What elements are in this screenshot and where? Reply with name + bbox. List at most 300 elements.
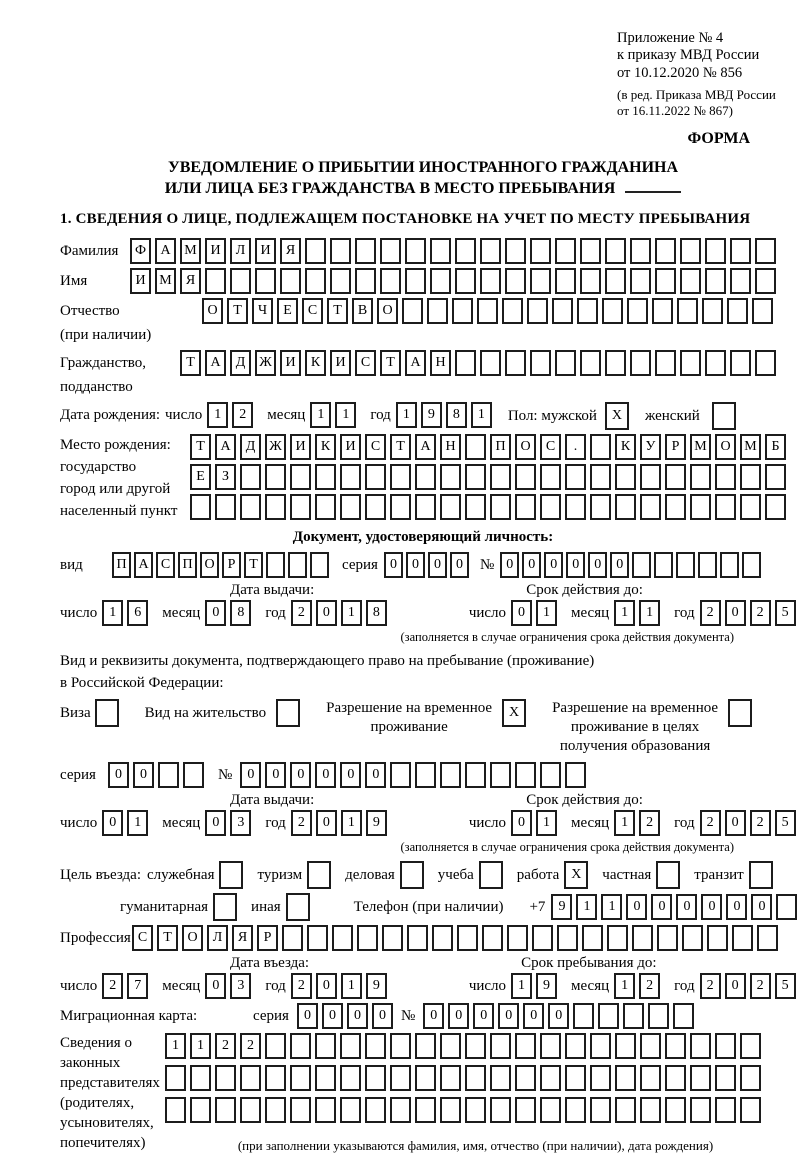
- char-cell[interactable]: [598, 1003, 619, 1029]
- char-cell[interactable]: [479, 861, 503, 889]
- entry-date-input[interactable]: [60, 973, 391, 999]
- char-cell[interactable]: [265, 1033, 286, 1059]
- char-cell[interactable]: [540, 762, 561, 788]
- char-cell[interactable]: 0: [548, 1003, 569, 1029]
- char-cell[interactable]: [265, 1097, 286, 1123]
- char-cell[interactable]: 0: [205, 810, 226, 836]
- char-cell[interactable]: [590, 1097, 611, 1123]
- char-cell[interactable]: [652, 298, 673, 324]
- citizenship-input[interactable]: [180, 350, 780, 376]
- char-cell[interactable]: [682, 925, 703, 951]
- char-cell[interactable]: [630, 238, 651, 264]
- char-cell[interactable]: Т: [380, 350, 401, 376]
- purpose-tourism-checkbox[interactable]: [307, 861, 335, 889]
- char-cell[interactable]: [380, 268, 401, 294]
- char-cell[interactable]: [640, 1065, 661, 1091]
- char-cell[interactable]: [205, 268, 226, 294]
- char-cell[interactable]: [305, 238, 326, 264]
- char-cell[interactable]: [340, 464, 361, 490]
- char-cell[interactable]: 9: [551, 894, 572, 920]
- char-cell[interactable]: [657, 925, 678, 951]
- residence-doc-issue-date-input[interactable]: [60, 810, 391, 836]
- char-cell[interactable]: [215, 494, 236, 520]
- char-cell[interactable]: [330, 238, 351, 264]
- char-cell[interactable]: [430, 238, 451, 264]
- char-cell[interactable]: [402, 298, 423, 324]
- purpose-other-checkbox[interactable]: [286, 893, 314, 921]
- char-cell[interactable]: Л: [207, 925, 228, 951]
- char-cell[interactable]: [677, 298, 698, 324]
- char-cell[interactable]: [240, 494, 261, 520]
- char-cell[interactable]: 1: [614, 810, 635, 836]
- char-cell[interactable]: [727, 298, 748, 324]
- char-cell[interactable]: Р: [257, 925, 278, 951]
- char-cell[interactable]: [755, 238, 776, 264]
- char-cell[interactable]: [315, 494, 336, 520]
- char-cell[interactable]: .: [565, 434, 586, 460]
- patronymic-input[interactable]: [202, 298, 777, 324]
- char-cell[interactable]: 0: [588, 552, 607, 578]
- char-cell[interactable]: 2: [232, 402, 253, 428]
- char-cell[interactable]: [627, 298, 648, 324]
- identity-doc-expiry-date-input[interactable]: [469, 600, 800, 626]
- char-cell[interactable]: 0: [544, 552, 563, 578]
- char-cell[interactable]: [515, 1065, 536, 1091]
- char-cell[interactable]: [355, 238, 376, 264]
- char-cell[interactable]: [665, 1097, 686, 1123]
- char-cell[interactable]: [690, 464, 711, 490]
- char-cell[interactable]: [305, 268, 326, 294]
- char-cell[interactable]: [190, 1097, 211, 1123]
- char-cell[interactable]: [382, 925, 403, 951]
- char-cell[interactable]: В: [352, 298, 373, 324]
- char-cell[interactable]: [282, 925, 303, 951]
- char-cell[interactable]: С: [302, 298, 323, 324]
- year-cells[interactable]: [396, 402, 496, 428]
- purpose-work-checkbox[interactable]: [564, 861, 592, 889]
- char-cell[interactable]: [615, 1033, 636, 1059]
- char-cell[interactable]: [615, 1065, 636, 1091]
- char-cell[interactable]: [190, 1065, 211, 1091]
- char-cell[interactable]: [365, 1097, 386, 1123]
- char-cell[interactable]: [380, 238, 401, 264]
- firstname-input[interactable]: [130, 268, 780, 294]
- char-cell[interactable]: [452, 298, 473, 324]
- char-cell[interactable]: [615, 1097, 636, 1123]
- char-cell[interactable]: 0: [205, 973, 226, 999]
- char-cell[interactable]: [507, 925, 528, 951]
- char-cell[interactable]: [698, 552, 717, 578]
- char-cell[interactable]: 2: [750, 810, 771, 836]
- char-cell[interactable]: 1: [127, 810, 148, 836]
- char-cell[interactable]: А: [405, 350, 426, 376]
- char-cell[interactable]: Р: [222, 552, 241, 578]
- char-cell[interactable]: [440, 1033, 461, 1059]
- char-cell[interactable]: 1: [102, 600, 123, 626]
- char-cell[interactable]: 0: [751, 894, 772, 920]
- char-cell[interactable]: 0: [315, 762, 336, 788]
- char-cell[interactable]: [255, 268, 276, 294]
- char-cell[interactable]: 0: [676, 894, 697, 920]
- migration-card-series-input[interactable]: [297, 1003, 397, 1029]
- char-cell[interactable]: [307, 861, 331, 889]
- char-cell[interactable]: 2: [291, 973, 312, 999]
- char-cell[interactable]: [340, 1097, 361, 1123]
- char-cell[interactable]: 2: [240, 1033, 261, 1059]
- char-cell[interactable]: [632, 552, 651, 578]
- char-cell[interactable]: [365, 494, 386, 520]
- char-cell[interactable]: А: [155, 238, 176, 264]
- char-cell[interactable]: С: [365, 434, 386, 460]
- char-cell[interactable]: 0: [316, 810, 337, 836]
- char-cell[interactable]: [219, 861, 243, 889]
- char-cell[interactable]: 6: [127, 600, 148, 626]
- char-cell[interactable]: [557, 925, 578, 951]
- char-cell[interactable]: [615, 464, 636, 490]
- representatives-row-1[interactable]: [165, 1033, 765, 1059]
- char-cell[interactable]: [540, 1065, 561, 1091]
- char-cell[interactable]: [765, 464, 786, 490]
- char-cell[interactable]: [405, 238, 426, 264]
- char-cell[interactable]: 0: [610, 552, 629, 578]
- char-cell[interactable]: Б: [765, 434, 786, 460]
- char-cell[interactable]: Ж: [265, 434, 286, 460]
- char-cell[interactable]: 9: [366, 810, 387, 836]
- char-cell[interactable]: [715, 1065, 736, 1091]
- char-cell[interactable]: [580, 350, 601, 376]
- char-cell[interactable]: Я: [280, 238, 301, 264]
- char-cell[interactable]: [632, 925, 653, 951]
- char-cell[interactable]: [490, 494, 511, 520]
- char-cell[interactable]: [355, 268, 376, 294]
- char-cell[interactable]: А: [215, 434, 236, 460]
- char-cell[interactable]: 8: [446, 402, 467, 428]
- char-cell[interactable]: [230, 268, 251, 294]
- char-cell[interactable]: 9: [421, 402, 442, 428]
- char-cell[interactable]: X: [564, 861, 588, 889]
- residence-doc-series-input[interactable]: [108, 762, 208, 788]
- char-cell[interactable]: [427, 298, 448, 324]
- char-cell[interactable]: 0: [265, 762, 286, 788]
- char-cell[interactable]: [505, 350, 526, 376]
- char-cell[interactable]: [290, 1065, 311, 1091]
- year-cells[interactable]: [291, 600, 391, 626]
- profession-input[interactable]: [132, 925, 782, 951]
- char-cell[interactable]: 2: [750, 973, 771, 999]
- char-cell[interactable]: [740, 464, 761, 490]
- char-cell[interactable]: [505, 268, 526, 294]
- purpose-study-checkbox[interactable]: [479, 861, 507, 889]
- char-cell[interactable]: Т: [244, 552, 263, 578]
- char-cell[interactable]: [630, 268, 651, 294]
- char-cell[interactable]: 0: [428, 552, 447, 578]
- day-cells[interactable]: [511, 600, 561, 626]
- char-cell[interactable]: [390, 1033, 411, 1059]
- char-cell[interactable]: Д: [240, 434, 261, 460]
- char-cell[interactable]: С: [540, 434, 561, 460]
- char-cell[interactable]: [432, 925, 453, 951]
- char-cell[interactable]: 0: [297, 1003, 318, 1029]
- char-cell[interactable]: [482, 925, 503, 951]
- char-cell[interactable]: 1: [511, 973, 532, 999]
- char-cell[interactable]: Т: [227, 298, 248, 324]
- char-cell[interactable]: 0: [448, 1003, 469, 1029]
- char-cell[interactable]: [240, 1097, 261, 1123]
- char-cell[interactable]: [365, 1033, 386, 1059]
- month-cells[interactable]: [205, 600, 255, 626]
- char-cell[interactable]: И: [255, 238, 276, 264]
- char-cell[interactable]: Т: [157, 925, 178, 951]
- char-cell[interactable]: 0: [651, 894, 672, 920]
- char-cell[interactable]: [590, 1033, 611, 1059]
- char-cell[interactable]: М: [690, 434, 711, 460]
- surname-input[interactable]: [130, 238, 780, 264]
- char-cell[interactable]: 0: [701, 894, 722, 920]
- char-cell[interactable]: [240, 1065, 261, 1091]
- char-cell[interactable]: [532, 925, 553, 951]
- char-cell[interactable]: [742, 552, 761, 578]
- char-cell[interactable]: [590, 1065, 611, 1091]
- char-cell[interactable]: [505, 238, 526, 264]
- day-cells[interactable]: [102, 810, 152, 836]
- char-cell[interactable]: 0: [725, 810, 746, 836]
- char-cell[interactable]: К: [615, 434, 636, 460]
- char-cell[interactable]: М: [155, 268, 176, 294]
- char-cell[interactable]: [680, 268, 701, 294]
- char-cell[interactable]: 2: [102, 973, 123, 999]
- birth-date-input[interactable]: [165, 402, 496, 428]
- char-cell[interactable]: X: [502, 699, 526, 727]
- char-cell[interactable]: 0: [322, 1003, 343, 1029]
- char-cell[interactable]: А: [134, 552, 153, 578]
- char-cell[interactable]: [430, 268, 451, 294]
- char-cell[interactable]: М: [180, 238, 201, 264]
- char-cell[interactable]: С: [156, 552, 175, 578]
- char-cell[interactable]: 1: [310, 402, 331, 428]
- char-cell[interactable]: С: [355, 350, 376, 376]
- char-cell[interactable]: [390, 494, 411, 520]
- char-cell[interactable]: [565, 1065, 586, 1091]
- migration-card-number-input[interactable]: [423, 1003, 698, 1029]
- char-cell[interactable]: 0: [365, 762, 386, 788]
- birth-place-row-2[interactable]: [190, 464, 790, 490]
- char-cell[interactable]: [455, 350, 476, 376]
- purpose-humanitarian-checkbox[interactable]: [213, 893, 241, 921]
- char-cell[interactable]: [740, 1065, 761, 1091]
- char-cell[interactable]: [655, 350, 676, 376]
- char-cell[interactable]: [615, 494, 636, 520]
- char-cell[interactable]: [540, 1097, 561, 1123]
- char-cell[interactable]: 0: [511, 810, 532, 836]
- char-cell[interactable]: 2: [291, 600, 312, 626]
- char-cell[interactable]: [280, 268, 301, 294]
- purpose-business-checkbox[interactable]: [400, 861, 428, 889]
- char-cell[interactable]: 5: [775, 973, 796, 999]
- char-cell[interactable]: [602, 298, 623, 324]
- char-cell[interactable]: [183, 762, 204, 788]
- char-cell[interactable]: 0: [522, 552, 541, 578]
- char-cell[interactable]: [490, 1033, 511, 1059]
- char-cell[interactable]: [590, 464, 611, 490]
- char-cell[interactable]: [490, 464, 511, 490]
- char-cell[interactable]: 2: [750, 600, 771, 626]
- char-cell[interactable]: Е: [190, 464, 211, 490]
- char-cell[interactable]: 3: [230, 973, 251, 999]
- char-cell[interactable]: О: [202, 298, 223, 324]
- char-cell[interactable]: [490, 762, 511, 788]
- char-cell[interactable]: О: [377, 298, 398, 324]
- char-cell[interactable]: [740, 1033, 761, 1059]
- char-cell[interactable]: 0: [498, 1003, 519, 1029]
- rvp-edu-checkbox[interactable]: [728, 699, 756, 727]
- char-cell[interactable]: [365, 464, 386, 490]
- char-cell[interactable]: [690, 1065, 711, 1091]
- char-cell[interactable]: 1: [165, 1033, 186, 1059]
- char-cell[interactable]: [515, 464, 536, 490]
- char-cell[interactable]: 1: [614, 600, 635, 626]
- char-cell[interactable]: [715, 1097, 736, 1123]
- char-cell[interactable]: [95, 699, 119, 727]
- month-cells[interactable]: [614, 973, 664, 999]
- char-cell[interactable]: Т: [180, 350, 201, 376]
- char-cell[interactable]: [655, 238, 676, 264]
- birth-place-row-1[interactable]: [190, 434, 790, 460]
- char-cell[interactable]: [330, 268, 351, 294]
- identity-doc-series-input[interactable]: [384, 552, 472, 578]
- char-cell[interactable]: Ж: [255, 350, 276, 376]
- char-cell[interactable]: 1: [341, 810, 362, 836]
- char-cell[interactable]: 9: [366, 973, 387, 999]
- char-cell[interactable]: [740, 1097, 761, 1123]
- year-cells[interactable]: [700, 810, 800, 836]
- char-cell[interactable]: М: [740, 434, 761, 460]
- char-cell[interactable]: [730, 238, 751, 264]
- visa-checkbox[interactable]: [95, 699, 123, 727]
- char-cell[interactable]: 1: [601, 894, 622, 920]
- char-cell[interactable]: [465, 434, 486, 460]
- char-cell[interactable]: [573, 1003, 594, 1029]
- char-cell[interactable]: 0: [102, 810, 123, 836]
- char-cell[interactable]: [440, 494, 461, 520]
- char-cell[interactable]: [265, 1065, 286, 1091]
- sex-female-checkbox[interactable]: [712, 402, 740, 430]
- char-cell[interactable]: [580, 268, 601, 294]
- char-cell[interactable]: 0: [316, 973, 337, 999]
- char-cell[interactable]: [665, 494, 686, 520]
- char-cell[interactable]: [540, 464, 561, 490]
- char-cell[interactable]: [515, 762, 536, 788]
- char-cell[interactable]: [705, 238, 726, 264]
- char-cell[interactable]: [215, 1097, 236, 1123]
- char-cell[interactable]: [276, 699, 300, 727]
- char-cell[interactable]: О: [715, 434, 736, 460]
- char-cell[interactable]: [715, 464, 736, 490]
- char-cell[interactable]: 9: [536, 973, 557, 999]
- char-cell[interactable]: П: [490, 434, 511, 460]
- char-cell[interactable]: И: [280, 350, 301, 376]
- char-cell[interactable]: [565, 494, 586, 520]
- char-cell[interactable]: [705, 350, 726, 376]
- char-cell[interactable]: [765, 494, 786, 520]
- char-cell[interactable]: [705, 268, 726, 294]
- month-cells[interactable]: [205, 810, 255, 836]
- char-cell[interactable]: [265, 494, 286, 520]
- char-cell[interactable]: Т: [327, 298, 348, 324]
- char-cell[interactable]: 0: [500, 552, 519, 578]
- char-cell[interactable]: 0: [566, 552, 585, 578]
- rvp-checkbox[interactable]: [502, 699, 530, 727]
- char-cell[interactable]: [752, 298, 773, 324]
- char-cell[interactable]: [340, 494, 361, 520]
- char-cell[interactable]: [590, 434, 611, 460]
- char-cell[interactable]: 0: [347, 1003, 368, 1029]
- char-cell[interactable]: [515, 1097, 536, 1123]
- char-cell[interactable]: 2: [639, 973, 660, 999]
- char-cell[interactable]: 1: [341, 973, 362, 999]
- char-cell[interactable]: [315, 1097, 336, 1123]
- year-cells[interactable]: [700, 600, 800, 626]
- char-cell[interactable]: [565, 1097, 586, 1123]
- char-cell[interactable]: У: [640, 434, 661, 460]
- char-cell[interactable]: 0: [473, 1003, 494, 1029]
- day-cells[interactable]: [511, 973, 561, 999]
- purpose-private-checkbox[interactable]: [656, 861, 684, 889]
- char-cell[interactable]: [440, 464, 461, 490]
- char-cell[interactable]: [490, 1097, 511, 1123]
- char-cell[interactable]: 1: [471, 402, 492, 428]
- char-cell[interactable]: [365, 1065, 386, 1091]
- char-cell[interactable]: 2: [639, 810, 660, 836]
- char-cell[interactable]: [288, 552, 307, 578]
- char-cell[interactable]: З: [215, 464, 236, 490]
- char-cell[interactable]: [400, 861, 424, 889]
- char-cell[interactable]: [405, 268, 426, 294]
- char-cell[interactable]: [477, 298, 498, 324]
- char-cell[interactable]: [286, 893, 310, 921]
- representatives-row-3[interactable]: [165, 1097, 765, 1123]
- day-cells[interactable]: [102, 600, 152, 626]
- char-cell[interactable]: [676, 552, 695, 578]
- char-cell[interactable]: [440, 762, 461, 788]
- char-cell[interactable]: [190, 494, 211, 520]
- char-cell[interactable]: [565, 464, 586, 490]
- month-cells[interactable]: [310, 402, 360, 428]
- residence-doc-number-input[interactable]: [240, 762, 590, 788]
- char-cell[interactable]: Я: [180, 268, 201, 294]
- char-cell[interactable]: 0: [423, 1003, 444, 1029]
- char-cell[interactable]: 1: [396, 402, 417, 428]
- char-cell[interactable]: 0: [340, 762, 361, 788]
- char-cell[interactable]: [357, 925, 378, 951]
- char-cell[interactable]: О: [515, 434, 536, 460]
- char-cell[interactable]: [540, 494, 561, 520]
- char-cell[interactable]: 0: [450, 552, 469, 578]
- char-cell[interactable]: [465, 464, 486, 490]
- char-cell[interactable]: И: [290, 434, 311, 460]
- char-cell[interactable]: [390, 1097, 411, 1123]
- char-cell[interactable]: [680, 238, 701, 264]
- char-cell[interactable]: [165, 1097, 186, 1123]
- char-cell[interactable]: [390, 464, 411, 490]
- char-cell[interactable]: [440, 1065, 461, 1091]
- char-cell[interactable]: [340, 1065, 361, 1091]
- char-cell[interactable]: 1: [207, 402, 228, 428]
- char-cell[interactable]: 2: [700, 973, 721, 999]
- char-cell[interactable]: [690, 1097, 711, 1123]
- char-cell[interactable]: [577, 298, 598, 324]
- char-cell[interactable]: [707, 925, 728, 951]
- identity-doc-issue-date-input[interactable]: [60, 600, 391, 626]
